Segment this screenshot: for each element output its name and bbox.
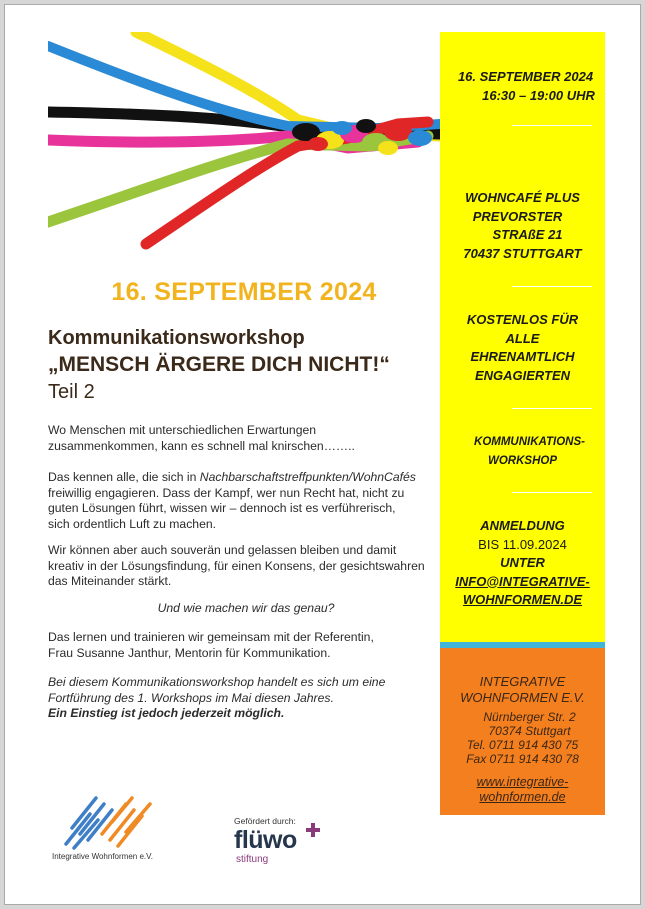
text-line — [48, 470, 444, 486]
text-line: das Miteinander stärkt. — [48, 574, 172, 588]
funded-by-label: Gefördert durch: — [234, 816, 296, 826]
venue-block — [440, 189, 605, 263]
org-logo-label: Integrative Wohnformen e.V. — [52, 852, 153, 861]
intro-paragraph — [48, 423, 444, 454]
workshop-subtitle: „MENSCH ÄRGERE DICH NICHT!“ — [48, 353, 390, 376]
text-line: sich ordentlich Luft zu machen. — [48, 516, 217, 531]
text-line: Bei diesem Kommunikationsworkshop handelt es sich um eine — [48, 675, 386, 689]
free-admission-block — [440, 311, 605, 385]
text-span-italic: Nachbarschaftstreffpunkten/WohnCafés — [199, 470, 416, 484]
sidebar-date: 16. SEPTEMBER 2024 — [457, 69, 594, 84]
venue-line: STRAßE 21 — [492, 227, 563, 242]
text-span: Das kennen alle, die sich in — [48, 470, 200, 484]
venue-line: 70437 STUTTGART — [463, 245, 582, 261]
event-date-heading: 16. SEPTEMBER 2024 — [111, 278, 377, 306]
text-line: UNTER — [500, 555, 545, 570]
text-line: Das lernen und trainieren wir gemeinsam mit der Referentin, — [48, 630, 374, 644]
text-line: zusammenkommen, kann es schnell mal knirschen…….. — [48, 438, 355, 453]
text-line: BIS 11.09.2024 — [478, 536, 567, 552]
sidebar-separator — [512, 286, 592, 287]
email-line: WOHNFORMEN.DE — [462, 592, 583, 607]
sponsor-logo-subtitle: stiftung — [236, 854, 269, 865]
email-line: INFO@INTEGRATIVE- — [455, 573, 590, 589]
text-line: Nürnberger Str. 2 — [483, 710, 576, 724]
text-line: Fortführung des 1. Workshops im Mai diesen Jahres. — [48, 690, 334, 705]
sidebar-separator — [512, 125, 592, 126]
workshop-title: Kommunikationsworkshop — [48, 327, 305, 349]
text-line: www.integrative- — [476, 775, 569, 789]
engagement-paragraph — [48, 470, 444, 532]
org-website-link[interactable] — [440, 775, 605, 805]
text-line: ANMELDUNG — [480, 518, 565, 533]
text-line: Wir können aber auch souverän und gelassen bleiben und damit — [48, 543, 397, 557]
text-line: Wo Menschen mit unterschiedlichen Erwartungen — [48, 423, 317, 437]
text-line: guten Lösungen führt, wissen wir – dennoch ist es verführerisch, — [48, 501, 396, 515]
integrative-wohnformen-logo — [62, 794, 162, 850]
text-line: INTEGRATIVE — [479, 674, 566, 689]
org-name — [440, 674, 605, 706]
text-line: Frau Susanne Janthur, Mentorin für Kommunikation. — [48, 645, 331, 660]
text-line: EHRENAMTLICH — [470, 349, 575, 364]
text-line: WOHNFORMEN E.V. — [460, 690, 585, 705]
text-line: kreativ in der Lösungsfindung, für einen Konsens, der gesichtswahren — [48, 558, 425, 573]
text-line: WORKSHOP — [488, 454, 557, 467]
venue-line: PREVORSTER — [472, 208, 563, 224]
sidebar-separator — [512, 408, 592, 409]
sidebar-time: 16:30 – 19:00 UHR — [482, 88, 595, 103]
registration-block — [440, 517, 605, 610]
registration-email-link[interactable] — [440, 573, 605, 610]
continuation-paragraph — [48, 675, 444, 722]
sponsor-logo-wordmark: flüwo — [234, 826, 297, 854]
fax-line: Fax 0711 914 430 78 — [466, 752, 579, 766]
text-line-bold: Ein Einstieg ist jedoch jederzeit möglich. — [48, 706, 285, 720]
sidebar-separator — [512, 492, 592, 493]
venue-line: WOHNCAFÉ PLUS — [465, 190, 580, 205]
question-line: Und wie machen wir das genau? — [157, 601, 335, 615]
text-line: freiwillig engagieren. Dass der Kampf, wer nun Recht hat, nicht zu — [48, 485, 405, 500]
workshop-type-block — [440, 433, 605, 470]
sponsor-plus-icon — [306, 823, 320, 837]
phone-line: Tel. 0711 914 430 75 — [466, 738, 579, 752]
text-line: ENGAGIERTEN — [474, 367, 571, 383]
workshop-part: Teil 2 — [48, 381, 95, 403]
text-line: 70374 Stuttgart — [488, 724, 571, 738]
braided-colored-cords-image — [48, 32, 440, 252]
text-line: ALLE — [505, 330, 540, 346]
org-address — [440, 710, 605, 766]
text-line: KOMMUNIKATIONS- — [474, 436, 585, 448]
training-paragraph — [48, 630, 444, 661]
text-line: KOSTENLOS FÜR — [466, 312, 579, 327]
sovereignty-paragraph — [48, 543, 444, 590]
text-line: wohnformen.de — [479, 790, 566, 804]
